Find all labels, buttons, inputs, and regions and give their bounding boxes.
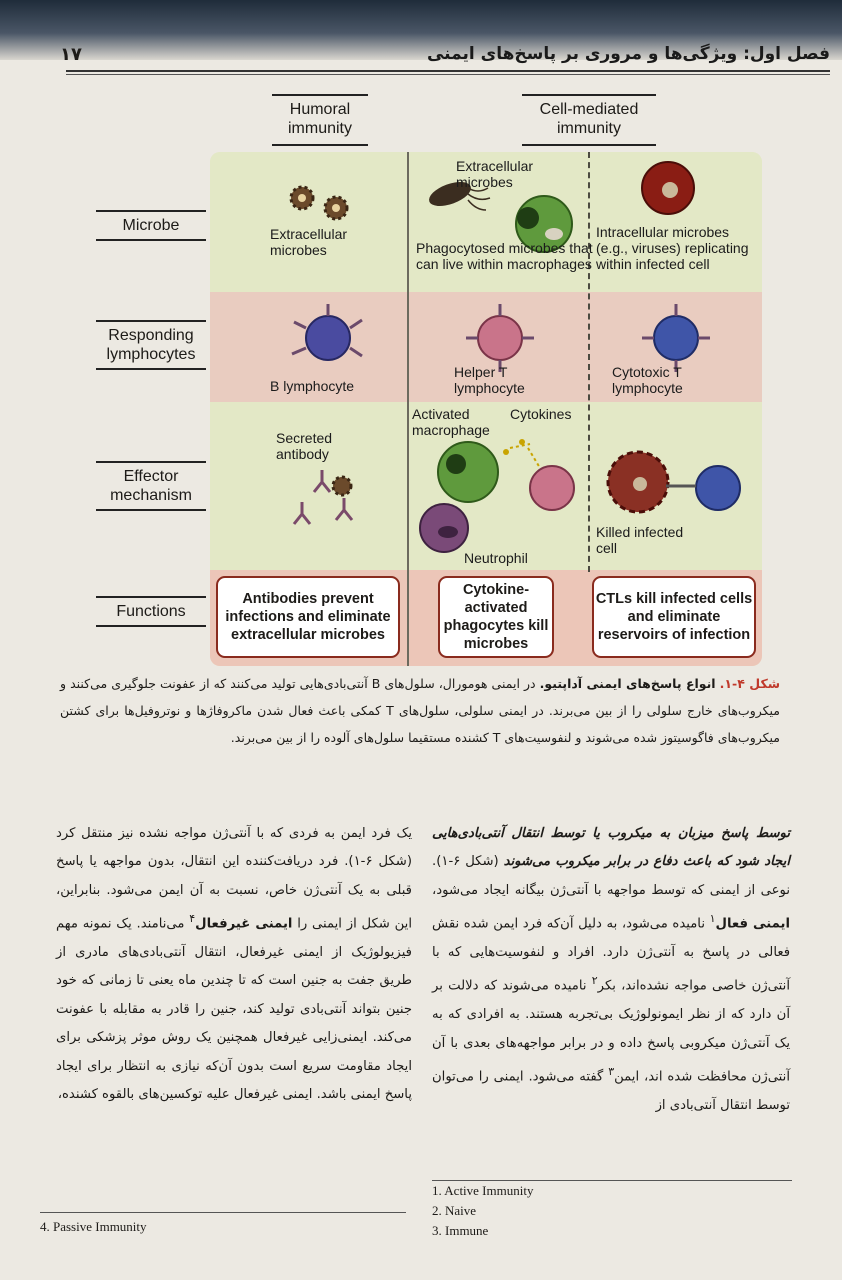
- footnote-ref: ۴: [189, 912, 196, 926]
- body-column-left: [56, 820, 412, 1109]
- killed-cell-icon: [608, 452, 668, 512]
- term-active-immunity: ایمنی فعال: [715, 916, 790, 932]
- label-cytotoxic-t: Cytotoxic T lymphocyte: [612, 364, 683, 396]
- function-box-phagocytes: Cytokine-activated phagocytes kill microbes: [438, 576, 554, 658]
- label-cytokines: Cytokines: [510, 406, 572, 422]
- footnote-rule-left: [40, 1212, 406, 1213]
- body-column-right: [432, 820, 790, 1120]
- footnote-ref: ۳: [608, 1065, 615, 1079]
- label-b-lymphocyte: B lymphocyte: [270, 378, 355, 394]
- caption-body: در ایمنی هومورال، سلول‌های B آنتی‌بادی‌هایی تولید می‌کنند که از عفونت جلوگیری می‌کنند و میکروب‌های خارج سلولی را از بین می‌برند. در ایمنی سلولی، سلول‌های T کمکی باعث فعال شدن ماکروفاژها و نوتروفیل‌ها برای کشتن میکروب‌های فاگوسیتوز شده می‌شوند و لنفوسیت‌های T کشنده مستقیما سلول‌های آلوده را از بین می‌برند.: [60, 676, 780, 745]
- row-label-effector: Effector mechanism: [96, 467, 206, 505]
- term-passive-immunity: ایمنی غیرفعال: [195, 916, 293, 932]
- function-box-ctl: CTLs kill infected cells and eliminate reservoirs of infection: [592, 576, 756, 658]
- extracellular-microbe-icon: [291, 187, 347, 219]
- row-label-functions: Functions: [96, 602, 206, 621]
- label-neutrophil: Neutrophil: [464, 550, 528, 566]
- figure-caption: [60, 670, 780, 751]
- label-helper-t: Helper T lymphocyte: [454, 364, 525, 396]
- cytotoxic-t-icon: [642, 304, 710, 372]
- helper-t-icon: [466, 304, 534, 372]
- infected-cell-icon: [642, 162, 694, 214]
- page-number: ۱۷: [60, 43, 82, 65]
- paragraph-text: یک فرد ایمن به فردی که با آنتی‌ژن مواجه نشده نیز منتقل کرد (شکل ۶-۱). فرد دریافت‌کننده این انتقال، بدون مواجهه یا پاسخ قبلی به یک آنتی‌ژن خاص، نسبت به آن ایمن می‌شود. بنابراین، این شکل از ایمنی را: [56, 826, 412, 932]
- footnote-1: 1. Active Immunity: [432, 1183, 534, 1198]
- footnotes-right: [432, 1181, 533, 1241]
- chapter-title: فصل اول: ویژگی‌ها و مروری بر پاسخ‌های ایمنی: [426, 44, 830, 64]
- header-rule-thin: [66, 74, 830, 75]
- footnotes-left: [40, 1217, 147, 1237]
- paragraph-text: گفته می‌شود. ایمنی را می‌توان توسط انتقال آنتی‌بادی از: [432, 1069, 790, 1113]
- helper-t-effector-icon: [530, 466, 574, 510]
- adaptive-immunity-figure: [210, 152, 762, 666]
- page-header: [60, 38, 830, 70]
- paragraph-text: می‌نامند. یک نمونه مهم فیزیولوژیک از ایمنی غیرفعال، انتقال آنتی‌بادی‌های مادری از طریق جفت به جنین است که تا چندین ماه یعنی تا زمانی که خود جنین بتواند آنتی‌بادی تولید کند، جنین را قادر به مقابله با عفونت می‌کند. ایمنی‌زایی غیرفعال همچنین یک روش موثر پزشکی برای ایجاد مقاومت سریع است بدون آن‌که نیازی به انتظار برای ایجاد پاسخ ایمنی باشد. ایمنی غیرفعال علیه توکسین‌های بالقوه کشنده،: [56, 916, 412, 1103]
- label-extracellular-left: Extracellular microbes: [270, 226, 348, 258]
- label-intracellular: Intracellular microbes (e.g., viruses) replicating within infected cell: [596, 224, 749, 272]
- lead-sentence: توسط پاسخ میزبان به میکروب یا توسط انتقال آنتی‌بادی‌هایی ایجاد شود که باعث دفاع در برابر میکروب می‌شوند: [432, 826, 790, 870]
- footnote-4: 4. Passive Immunity: [40, 1219, 147, 1234]
- row-label-microbe: Microbe: [96, 216, 206, 235]
- label-activated-macrophage: Activated macrophage: [412, 406, 490, 438]
- footnote-ref: ۱: [709, 912, 716, 926]
- paragraph-text: نامیده می‌شوند که دلالت بر آن دارد که از نظر ایمونولوژیک بی‌تجربه هستند. به افرادی که به یک آنتی‌ژن میکروبی پاسخ داده و در برابر مواجهه‌های بعدی با آن آنتی‌ژن محافظت شده اند، ایمن: [432, 978, 791, 1085]
- footnote-ref: ۲: [591, 974, 598, 988]
- caption-title: انواع پاسخ‌های ایمنی آداپتیو.: [539, 676, 716, 691]
- cell-mediated-header: Cell-mediated immunity: [528, 100, 650, 138]
- footnote-2: 2. Naive: [432, 1203, 477, 1218]
- paragraph-text: (شکل ۶-۱). نوعی از ایمنی که توسط مواجهه با آنتی‌ژن بیگانه ایجاد می‌شود،: [432, 854, 790, 898]
- label-extracellular-mid: Extracellular microbes: [456, 158, 534, 190]
- label-killed-infected: Killed infected cell: [596, 524, 684, 556]
- humoral-header: Humoral immunity: [278, 100, 362, 138]
- neutrophil-icon: [420, 504, 468, 552]
- row-label-responding: Responding lymphocytes: [96, 326, 206, 364]
- header-rule: [66, 70, 830, 72]
- function-box-humoral: Antibodies prevent infections and eliminate extracellular microbes: [216, 576, 400, 658]
- b-lymphocyte-icon: [292, 304, 362, 360]
- ctl-effector-icon: [696, 466, 740, 510]
- label-secreted-antibody: Secreted antibody: [276, 430, 333, 462]
- label-phagocytosed: Phagocytosed microbes that can live within macrophages: [416, 240, 593, 272]
- caption-label: شکل ۴-۱.: [719, 676, 781, 691]
- footnote-3: 3. Immune: [432, 1223, 489, 1238]
- activated-macrophage-icon: [438, 442, 498, 502]
- paragraph-text: نامیده می‌شود، به دلیل آن‌که فرد ایمن شده نقش فعالی در پاسخ به آنتی‌ژن دارد. افراد و لنفوسیت‌هایی که با آنتی‌ژن خاصی مواجه نشده‌اند، بکر: [432, 916, 790, 994]
